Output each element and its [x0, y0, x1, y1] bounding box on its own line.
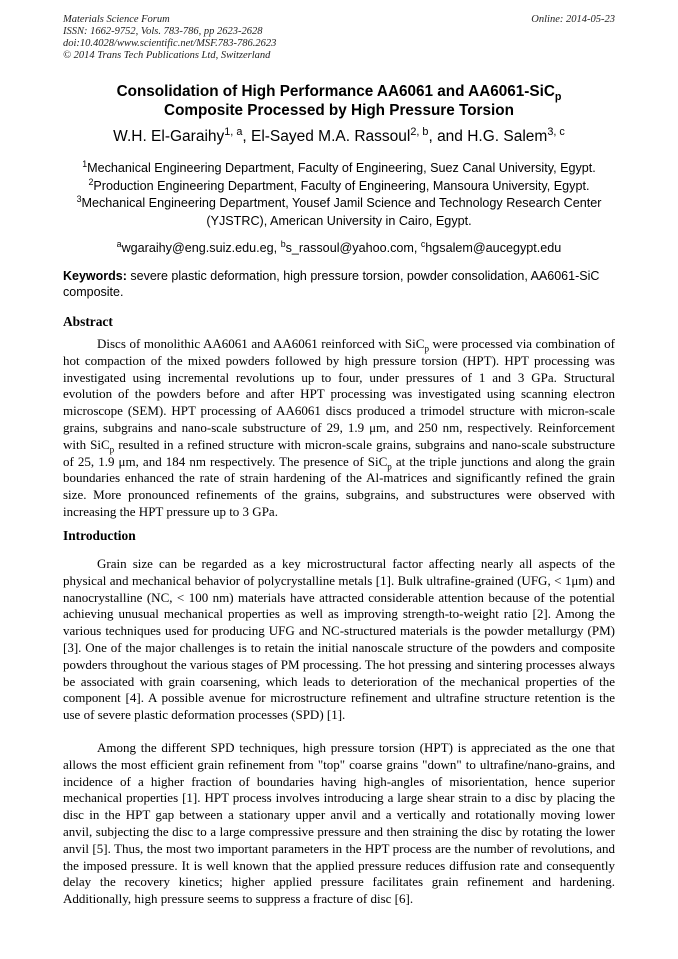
abstract-sub-2: p — [109, 444, 115, 455]
author-emails — [63, 240, 615, 257]
paper-title — [63, 82, 615, 120]
abstract-paragraph — [63, 336, 615, 521]
journal-name: Materials Science Forum — [63, 14, 170, 25]
intro-paragraph-2: Among the different SPD techniques, high pressure torsion (HPT) is appreciated as the one that allows the most efficient grain refinement from "top" coarse grains "down" to ultrafine/nano-grains, and incidence of a higher fraction of boundaries having high-angles of misorientation, hence superior mechanical properties [1]. HPT process involves introducing a large shear strain to a disc by placing the disc in the HPT gap between a stationary upper anvil and a vertically and rotationally moving lower anvil, subjecting the disc to a large compressive pressure and then straining the disc by rotating the lower anvil [5]. Thus, the most two important parameters in the HPT process are the number of revolutions, and the imposed pressure. It is well known that the applied pressure reduces diffusion rate and consequently delay the recovery kinetics; higher applied pressure facilitates grain refinement and hardening. Additionally, high pressure seems to suppress a fracture of disc [6]. — [63, 739, 615, 907]
email-b[interactable]: s_rassoul@yahoo.com, — [285, 241, 421, 255]
author-2: , El-Sayed M.A. Rassoul — [242, 128, 411, 145]
affiliation-3 — [63, 195, 615, 230]
affiliation-2-mark: 2 — [88, 176, 94, 187]
intro-paragraph-1: Grain size can be regarded as a key microstructural factor affecting nearly all aspects of the physical and mechanical behavior of polycrystalline metals [1]. Bulk ultrafine-grained (UFG, < 1μm) and nanocrystalline (NC, < 100 nm) materials have attracted considerable attention because of the potential achieving unusual mechanical properties as well as improving strength-to-weight ratio [2]. Among the various techniques used for producing UFG and NC-structured materials is the powder metallurgy (PM) [3]. One of the major challenges is to retain the initial nanoscale structure of the powders and composite powders throughout the various stages of PM processing. The hot pressing and sintering processes always be associated with grain coarsening, which leads to deterioration of the mechanical properties of the component [4]. A possible avenue for microstructure refinement and ultrafine structure retention is the use of severe plastic deformation processes (SPD) [1]. — [63, 556, 615, 723]
abstract-text-4: at the triple junctions and along the grain boundaries enhanced the rate of strain hardening of the Al-matrices and significantly refined the grain size. More pronounced refinements of the grains, subgrains, and substructures were observed with increasing the HPT pressure up to 3 GPa. — [63, 453, 615, 519]
online-date: Online: 2014-05-23 — [531, 14, 615, 25]
affiliation-3-text: Mechanical Engineering Department, Yousef Jamil Science and Technology Research Center (YJSTRC), American University in Cairo, Egypt. — [81, 196, 602, 228]
email-c-mark: c — [420, 238, 426, 249]
affiliation-2-text: Production Engineering Department, Faculty of Engineering, Mansoura University, Egypt. — [93, 178, 590, 193]
title-line1: Consolidation of High Performance AA6061 and AA6061-SiC — [116, 83, 555, 100]
author-2-mark: 2, b — [410, 125, 429, 138]
copyright-line: © 2014 Trans Tech Publications Ltd, Switzerland — [63, 50, 271, 61]
issn-line: ISSN: 1662-9752, Vols. 783-786, pp 2623-2628 — [63, 26, 263, 37]
abstract-text-3: resulted in a refined structure with micron-scale grains, subgrains and nano-scale substructure of 25, 1.9 μm, and 184 nm respectively. The presence of SiC — [63, 436, 616, 469]
introduction-body — [63, 556, 615, 908]
affiliations — [63, 160, 615, 230]
email-a-mark: a — [116, 238, 122, 249]
author-1-mark: 1, a — [224, 125, 243, 138]
author-3-mark: 3, c — [547, 125, 565, 138]
affiliation-1-text: Mechanical Engineering Department, Faculty of Engineering, Suez Canal University, Egypt. — [87, 161, 596, 175]
author-list — [63, 127, 615, 146]
keywords-label: Keywords: — [63, 269, 127, 283]
author-1: W.H. El-Garaihy — [113, 128, 225, 145]
introduction-heading: Introduction — [63, 528, 136, 543]
affiliation-1 — [63, 160, 615, 178]
affiliation-3-mark: 3 — [76, 193, 82, 204]
doi-line: doi:10.4028/www.scientific.net/MSF.783-786.2623 — [63, 38, 277, 49]
affiliation-2 — [63, 178, 615, 196]
abstract-heading: Abstract — [63, 314, 113, 329]
title-subscript: p — [554, 91, 562, 104]
journal-header — [63, 14, 615, 62]
abstract-text-1: Discs of monolithic AA6061 and AA6061 reinforced with SiC — [97, 336, 425, 351]
abstract-body — [63, 336, 615, 521]
affiliation-1-mark: 1 — [82, 158, 88, 169]
keywords — [63, 268, 615, 300]
abstract-text-2: were processed via combination of hot compaction of the mixed powders followed by high pressure torsion (HPT). HPT processing was investigated using incremental revolutions up to four, under pressures of 1 and 3 GPa. Structural evolution of the powders before and after HPT processing was investigated using scanning electron microscope (SEM). HPT processing of AA6061 discs produced a trimodel structure with micron-scale grains, subgrains and nano-scale substructure of 29, 1.9 μm, and 250 nm, respectively. Reinforcement with SiC — [63, 336, 616, 452]
title-line2: Composite Processed by High Pressure Torsion — [164, 102, 514, 119]
abstract-sub-3: p — [387, 461, 392, 472]
email-a[interactable]: wgaraihy@eng.suiz.edu.eg, — [121, 241, 281, 255]
email-b-mark: b — [280, 238, 286, 249]
keywords-text: severe plastic deformation, high pressure torsion, powder consolidation, AA6061-SiC composite. — [63, 269, 600, 299]
author-3: , and H.G. Salem — [428, 128, 548, 145]
email-c[interactable]: hgsalem@aucegypt.edu — [425, 241, 562, 255]
abstract-sub-1: p — [424, 343, 429, 354]
